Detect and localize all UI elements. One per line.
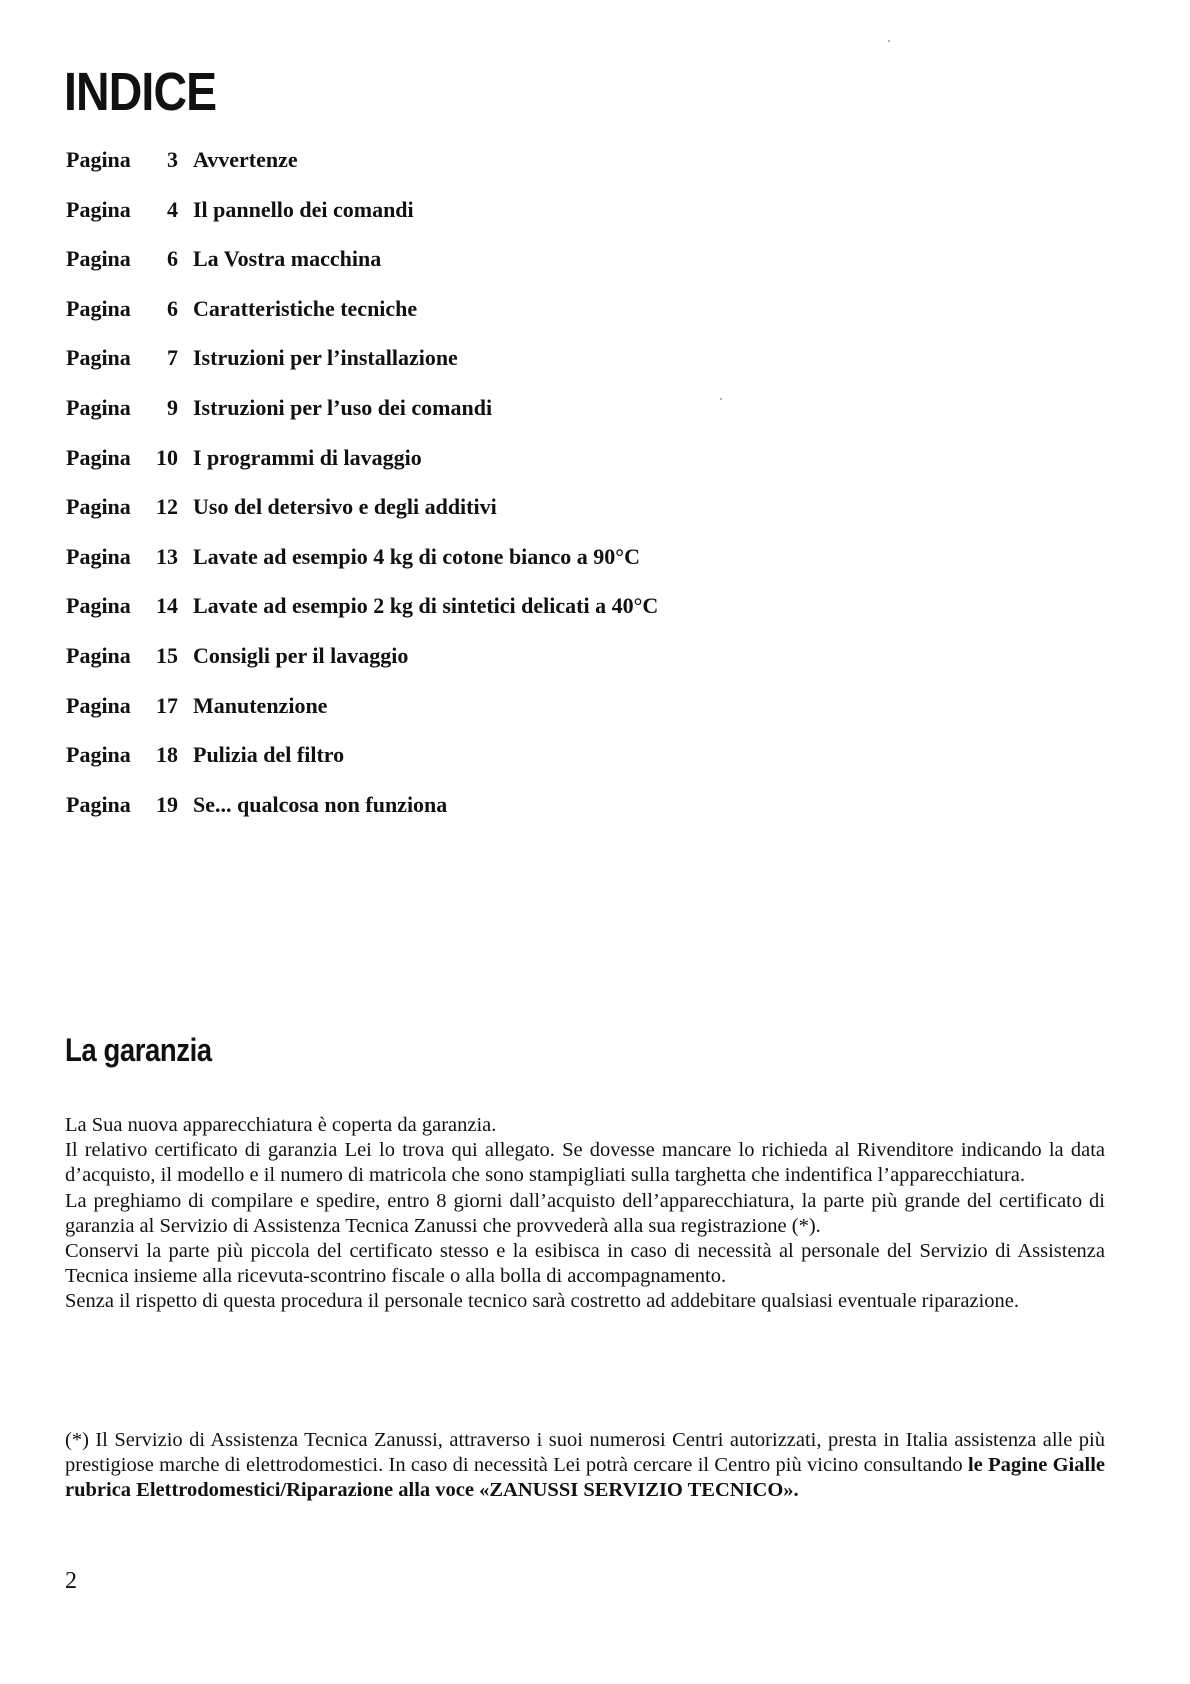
toc-entry[interactable] bbox=[66, 246, 658, 296]
toc-entry-title: Manutenzione bbox=[193, 692, 328, 718]
toc-page-label: Pagina bbox=[66, 295, 131, 321]
toc-entry[interactable] bbox=[66, 197, 658, 247]
warranty-footnote bbox=[65, 1428, 1105, 1504]
toc-page-label: Pagina bbox=[66, 642, 131, 668]
footnote-bold-text: le Pagine Gialle rubrica Elettrodomestici/Riparazione alla voce «ZANUSSI SERVIZIO TECNICO». bbox=[65, 1454, 1105, 1502]
toc-entry-title: Pulizia del filtro bbox=[193, 742, 345, 768]
toc-page-number: 13 bbox=[156, 543, 178, 569]
warranty-text bbox=[65, 1113, 1105, 1315]
toc-entry-title: La Vostra macchina bbox=[193, 246, 382, 272]
toc-entry-title: Avvertenze bbox=[193, 147, 298, 172]
toc-entry[interactable] bbox=[66, 544, 658, 594]
warranty-paragraph: La preghiamo di compilare e spedire, entro 8 giorni dall’acquisto dell’apparecchiatura, la parte più grande del certificato di garanzia al Servizio di Assistenza Tecnica Zanussi che provvederà alla sua registrazione (*). bbox=[65, 1189, 1105, 1237]
toc-page-label: Pagina bbox=[66, 791, 131, 817]
toc-page-number: 6 bbox=[167, 246, 178, 272]
warranty-paragraph: Il relativo certificato di garanzia Lei lo trova qui allegato. Se dovesse mancare lo richieda al Rivenditore indicando la data d’acquisto, il modello e il numero di matricola che sono stampigliati sulla targhetta che indentifica l’apparecchiatura. bbox=[65, 1139, 1105, 1187]
toc-page-label: Pagina bbox=[66, 742, 131, 768]
toc-entry-title: Istruzioni per l’installazione bbox=[193, 345, 458, 371]
index-title: INDICE bbox=[64, 62, 217, 122]
toc-page-number: 10 bbox=[156, 444, 178, 470]
warranty-paragraph: Conservi la parte più piccola del certificato stesso e la esibisca in caso di necessità al personale del Servizio di Assistenza Tecnica insieme alla ricevuta-scontrino fiscale o alla bolla di accompagnamento. bbox=[65, 1240, 1105, 1288]
toc-page-label: Pagina bbox=[66, 246, 131, 272]
toc-page-number: 9 bbox=[167, 394, 178, 420]
toc-page-number: 15 bbox=[156, 642, 178, 668]
toc-entry-title: Lavate ad esempio 2 kg di sintetici delicati a 40°C bbox=[193, 593, 659, 619]
toc-page-label: Pagina bbox=[66, 543, 131, 569]
toc-entry-title: Lavate ad esempio 4 kg di cotone bianco a 90°C bbox=[193, 543, 640, 569]
toc-page-number: 18 bbox=[156, 742, 178, 768]
toc-page-label: Pagina bbox=[66, 147, 131, 172]
toc-page-number: 7 bbox=[167, 345, 178, 371]
toc-entry-title: Se... qualcosa non funziona bbox=[193, 791, 448, 817]
toc-page-number: 19 bbox=[156, 791, 178, 817]
toc-page-label: Pagina bbox=[66, 345, 131, 371]
toc-page-label: Pagina bbox=[66, 444, 131, 470]
toc-entry-title: Caratteristiche tecniche bbox=[193, 295, 418, 321]
footnote-text: (*) Il Servizio di Assistenza Tecnica Zanussi, attraverso i suoi numerosi Centri autorizzati, presta in Italia assistenza alle più prestigiose marche di elettrodomestici. In caso di necessità Lei potrà cercare il Centro più vicino consultando bbox=[65, 1429, 1105, 1477]
toc-entry-title: I programmi di lavaggio bbox=[193, 444, 422, 470]
toc-entry[interactable] bbox=[66, 792, 658, 842]
toc-entry[interactable] bbox=[66, 593, 658, 643]
toc-entry[interactable] bbox=[66, 395, 658, 445]
toc-page-label: Pagina bbox=[66, 494, 131, 520]
toc-page-label: Pagina bbox=[66, 196, 131, 222]
toc-entry-title: Uso del detersivo e degli additivi bbox=[193, 494, 497, 520]
toc-page-label: Pagina bbox=[66, 394, 131, 420]
toc-entry-title: Consigli per il lavaggio bbox=[193, 642, 409, 668]
scan-speck bbox=[888, 40, 890, 42]
toc-page-label: Pagina bbox=[66, 692, 131, 718]
toc-entry[interactable] bbox=[66, 345, 658, 395]
warranty-paragraph: La Sua nuova apparecchiatura è coperta da garanzia. bbox=[65, 1114, 497, 1136]
toc-page-number: 14 bbox=[156, 593, 178, 619]
toc-entry[interactable] bbox=[66, 494, 658, 544]
toc-page-number: 17 bbox=[156, 692, 178, 718]
table-of-contents bbox=[66, 147, 658, 841]
toc-page-number: 4 bbox=[167, 196, 178, 222]
toc-entry[interactable] bbox=[66, 445, 658, 495]
toc-entry[interactable] bbox=[66, 693, 658, 743]
scan-speck bbox=[720, 398, 722, 400]
page-number: 2 bbox=[65, 1568, 77, 1594]
toc-entry[interactable] bbox=[66, 643, 658, 693]
toc-entry[interactable] bbox=[66, 147, 658, 197]
toc-entry[interactable] bbox=[66, 742, 658, 792]
toc-entry[interactable] bbox=[66, 296, 658, 346]
toc-page-number: 6 bbox=[167, 295, 178, 321]
toc-entry-title: Istruzioni per l’uso dei comandi bbox=[193, 394, 493, 420]
warranty-title: La garanzia bbox=[65, 1032, 212, 1068]
toc-page-number: 3 bbox=[167, 147, 178, 172]
warranty-paragraph: Senza il rispetto di questa procedura il personale tecnico sarà costretto ad addebitare qualsiasi eventuale riparazione. bbox=[65, 1290, 1019, 1313]
toc-page-label: Pagina bbox=[66, 593, 131, 619]
toc-page-number: 12 bbox=[156, 494, 178, 520]
toc-entry-title: Il pannello dei comandi bbox=[193, 196, 414, 222]
